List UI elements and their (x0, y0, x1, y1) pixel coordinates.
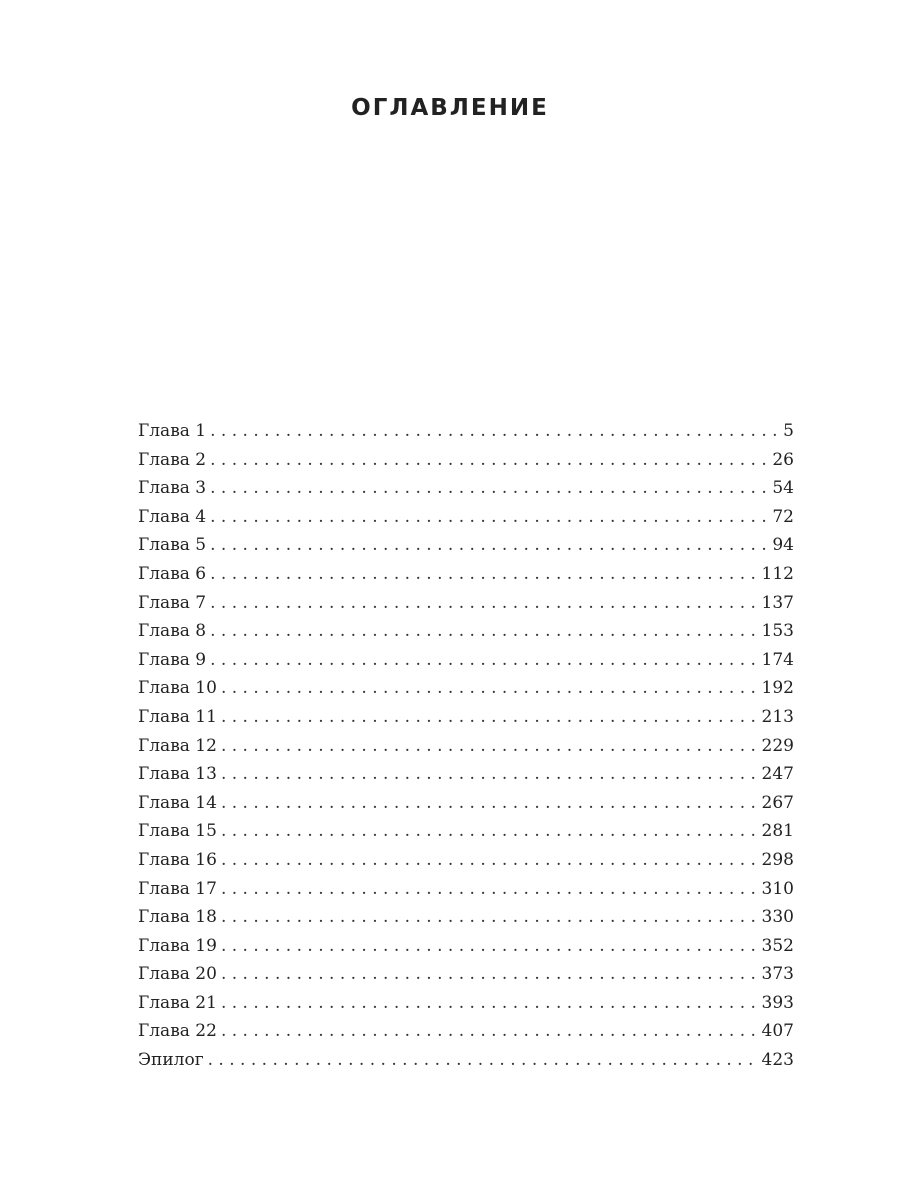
dot-leader (210, 617, 757, 646)
toc-entry-page-number: 229 (761, 735, 794, 756)
toc-entry-label: Глава 4 (138, 506, 207, 527)
dot-leader (221, 674, 758, 703)
toc-entry-page-number: 373 (761, 964, 794, 985)
dot-leader (210, 503, 768, 532)
toc-entry-label: Глава 8 (138, 621, 207, 642)
toc-entry-page-number: 352 (761, 935, 794, 956)
toc-entry-page-number: 5 (783, 421, 794, 441)
toc-entry-page-number: 407 (761, 1021, 794, 1042)
dot-leader (221, 846, 758, 875)
dot-leader (210, 474, 768, 503)
toc-entry[interactable] (138, 674, 794, 703)
toc-entry[interactable] (138, 703, 794, 732)
toc-entry-page-number: 54 (772, 478, 794, 499)
toc-entry-label: Глава 6 (138, 563, 207, 584)
toc-entry-page-number: 192 (761, 678, 794, 699)
toc-entry[interactable] (138, 989, 794, 1018)
table-of-contents (138, 417, 794, 1075)
toc-entry[interactable] (138, 732, 794, 761)
toc-entry[interactable] (138, 1046, 794, 1075)
dot-leader (208, 1046, 758, 1075)
dot-leader (221, 732, 758, 761)
toc-entry[interactable] (138, 617, 794, 646)
dot-leader (221, 932, 758, 961)
toc-entry-label: Глава 16 (138, 849, 217, 870)
toc-entry[interactable] (138, 446, 794, 475)
toc-entry[interactable] (138, 646, 794, 675)
toc-entry-label: Глава 18 (138, 907, 217, 928)
dot-leader (210, 417, 779, 446)
toc-entry-page-number: 72 (772, 506, 794, 527)
toc-entry-label: Глава 17 (138, 878, 217, 899)
toc-entry-label: Глава 3 (138, 478, 207, 499)
toc-entry[interactable] (138, 932, 794, 961)
dot-leader (221, 760, 758, 789)
toc-entry-label: Глава 15 (138, 821, 217, 842)
toc-entry-label: Глава 21 (138, 992, 217, 1013)
dot-leader (221, 817, 758, 846)
toc-entry-label: Глава 22 (138, 1021, 217, 1042)
dot-leader (210, 589, 757, 618)
page-title: ОГЛАВЛЕНИЕ (351, 95, 549, 122)
toc-entry-label: Глава 13 (138, 764, 217, 785)
dot-leader (221, 703, 758, 732)
toc-entry[interactable] (138, 817, 794, 846)
toc-entry-page-number: 153 (761, 621, 794, 642)
toc-entry[interactable] (138, 417, 794, 446)
dot-leader (221, 989, 758, 1018)
toc-entry-label: Эпилог (138, 1050, 204, 1071)
toc-entry[interactable] (138, 503, 794, 532)
toc-entry-page-number: 94 (772, 535, 794, 556)
dot-leader (210, 646, 757, 675)
toc-entry-label: Глава 11 (138, 706, 217, 727)
dot-leader (210, 531, 768, 560)
toc-entry[interactable] (138, 789, 794, 818)
toc-entry[interactable] (138, 1017, 794, 1046)
toc-entry-page-number: 423 (761, 1050, 794, 1071)
dot-leader (221, 789, 758, 818)
toc-entry[interactable] (138, 846, 794, 875)
toc-entry-page-number: 247 (761, 764, 794, 785)
toc-entry-page-number: 213 (761, 706, 794, 727)
toc-entry-page-number: 298 (761, 849, 794, 870)
toc-entry-label: Глава 9 (138, 649, 207, 670)
dot-leader (221, 875, 758, 904)
toc-entry-page-number: 281 (761, 821, 794, 842)
toc-entry-page-number: 267 (761, 792, 794, 813)
toc-entry[interactable] (138, 875, 794, 904)
toc-entry[interactable] (138, 560, 794, 589)
toc-entry-page-number: 26 (772, 449, 794, 470)
toc-entry-label: Глава 12 (138, 735, 217, 756)
toc-entry[interactable] (138, 589, 794, 618)
toc-entry-label: Глава 20 (138, 964, 217, 985)
toc-entry-label: Глава 5 (138, 535, 207, 556)
toc-entry[interactable] (138, 960, 794, 989)
dot-leader (221, 960, 758, 989)
dot-leader (221, 903, 758, 932)
toc-entry-page-number: 330 (761, 907, 794, 928)
toc-entry-label: Глава 19 (138, 935, 217, 956)
toc-entry-label: Глава 2 (138, 449, 207, 470)
dot-leader (210, 560, 757, 589)
toc-entry-page-number: 393 (761, 992, 794, 1013)
toc-entry[interactable] (138, 903, 794, 932)
toc-entry-page-number: 174 (761, 649, 794, 670)
toc-entry-page-number: 310 (761, 878, 794, 899)
toc-entry-label: Глава 1 (138, 421, 207, 441)
toc-entry[interactable] (138, 760, 794, 789)
toc-entry-label: Глава 10 (138, 678, 217, 699)
toc-entry[interactable] (138, 531, 794, 560)
toc-entry-label: Глава 7 (138, 592, 207, 613)
dot-leader (210, 446, 768, 475)
toc-entry[interactable] (138, 474, 794, 503)
toc-entry-page-number: 137 (761, 592, 794, 613)
toc-entry-label: Глава 14 (138, 792, 217, 813)
dot-leader (221, 1017, 758, 1046)
toc-entry-page-number: 112 (761, 563, 794, 584)
